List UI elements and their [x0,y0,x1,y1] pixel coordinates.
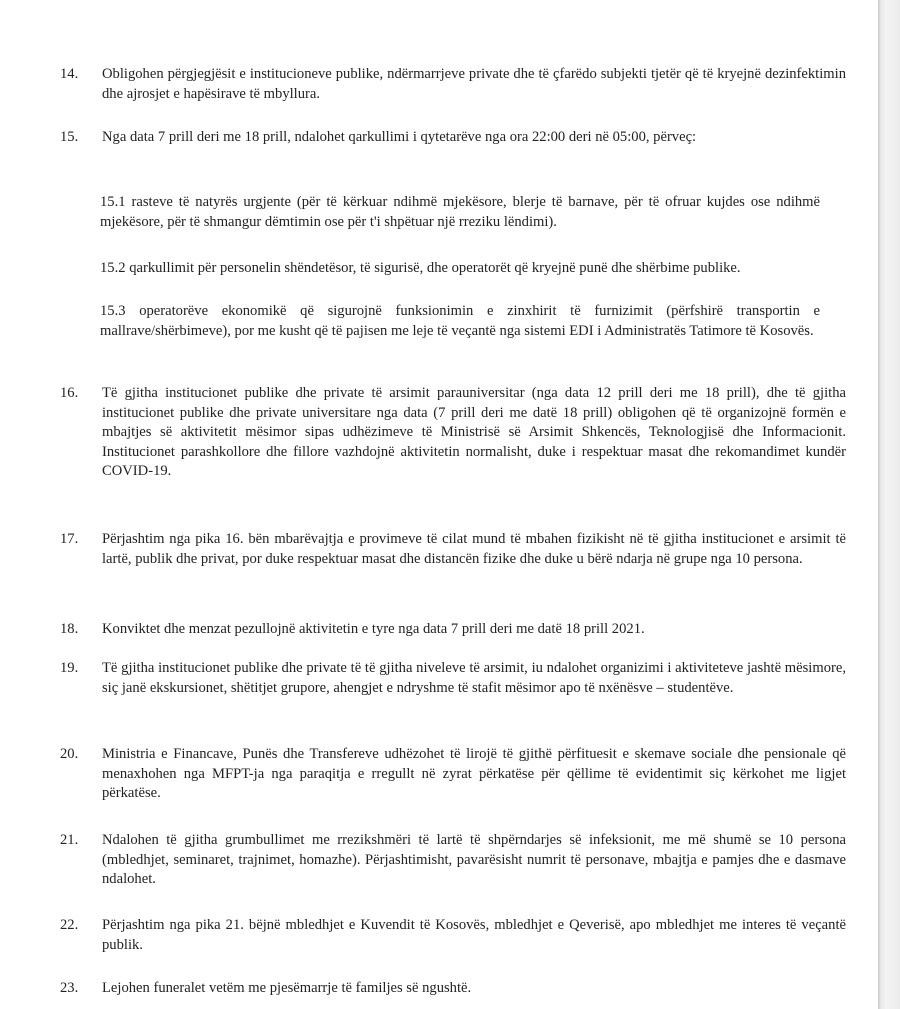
sub-item-body: operatorëve ekonomikë që sigurojnë funksionimin e zinxhirit të furnizimit (përfshirë transportin e mallrave/shërbimeve), por me kusht që të pajisen me leje të veçantë nga sistemi EDI i Administratës Tatimore të Kosovës. [100,303,820,339]
item-text: Nga data 7 prill deri me 18 prill, ndalohet qarkullimi i qytetarëve nga ora 22:00 deri në 05:00, përveç: [102,129,697,145]
item-text: Të gjitha institucionet publike dhe private të të gjitha niveleve të arsimit, iu ndalohet organizimi i aktiviteteve jashtë mësimore, siç janë ekskursionet, shëtitjet grupore, ahengjet e ndryshme të stafit mësimor apo të nxënësve – studentëve. [102,660,846,696]
item-number: 16. [60,385,79,401]
item-text: Obligohen përgjegjësit e institucioneve publike, ndërmarrjeve private dhe të çfarëdo subjekti tjetër që të kryejnë dezinfektimin dhe ajrosjet e hapësirave të mbyllura. [102,66,846,102]
item-number: 21. [60,832,79,848]
item-text: Përjashtim nga pika 16. bën mbarëvajtja e provimeve të cilat mund të mbahen fizikisht në të gjitha institucionet e arsimit të lartë, publik dhe privat, por duke respektuar masat dhe distancën fizike dhe duke u bërë ndarja në grupe nga 10 persona. [102,531,846,567]
sub-item-text [100,259,820,279]
item-number: 14. [60,66,79,82]
item-text: Të gjitha institucionet publike dhe private të arsimit parauniversitar (nga data 12 prill deri me 18 prill), dhe të gjitha institucionet publike dhe private universitare nga data (7 prill deri me datë 18 prill) obligohen që të organizojnë formën e mbajtjes së aktivitetit mësimor sipas udhëzimeve të Ministrisë së Arsimit Shkencës, Teknologjisë dhe Informacionit. Institucionet parashkollore dhe fillore vazhdojnë aktivitetin normalisht, duke i respektuar masat dhe rekomandimet kundër COVID-19. [102,385,846,479]
sub-item-number: 15.2 [100,260,126,276]
item-text: Konviktet dhe menzat pezullojnë aktivitetin e tyre nga data 7 prill deri me datë 18 prill 2021. [102,621,645,637]
item-number: 18. [60,621,79,637]
item-number: 19. [60,660,79,676]
item-number: 20. [60,746,79,762]
item-number: 15. [60,129,79,145]
item-text: Ministria e Financave, Punës dhe Transfereve udhëzohet të lirojë të gjithë përfituesit e skemave sociale dhe pensionale që menaxhohen nga MFPT-ja nga paraqitja e rregullt në zyrat përkatëse për qëllime të evidentimit siç kërkohet me ligjet përkatëse. [102,746,846,801]
sub-item-body: qarkullimit për personelin shëndetësor, të sigurisë, dhe operatorët që kryejnë punë dhe shërbime publike. [129,260,741,276]
item-number: 23. [60,980,79,996]
sub-item-number: 15.1 [100,194,126,210]
item-text: Ndalohen të gjitha grumbullimet me rrezikshmëri të lartë të shpërndarjes së infeksionit, me më shumë se 10 persona (mbledhjet, seminaret, trajnimet, homazhe). Përjashtimisht, pavarësisht numrit të personave, mbajtja e pamjes dhe e dasmave ndalohet. [102,832,846,887]
sub-item-text [100,193,820,232]
item-text: Lejohen funeralet vetëm me pjesëmarrje të familjes së ngushtë. [102,980,472,996]
sub-item-body: rasteve të natyrës urgjente (për të kërkuar ndihmë mjekësore, blerje të barnave, për të ofruar kujdes ose ndihmë mjekësore, për të shmangur dëmtimin ose për t'i shpëtuar një rreziku lëndimi). [100,194,820,230]
item-number: 22. [60,917,79,933]
page-edge-shadow [878,0,900,1009]
sub-item-number: 15.3 [100,303,126,319]
sub-item-text [100,302,820,341]
item-number: 17. [60,531,79,547]
item-text: Përjashtim nga pika 21. bëjnë mbledhjet e Kuvendit të Kosovës, mbledhjet e Qeverisë, apo mbledhjet me interes të veçantë publik. [102,917,846,953]
